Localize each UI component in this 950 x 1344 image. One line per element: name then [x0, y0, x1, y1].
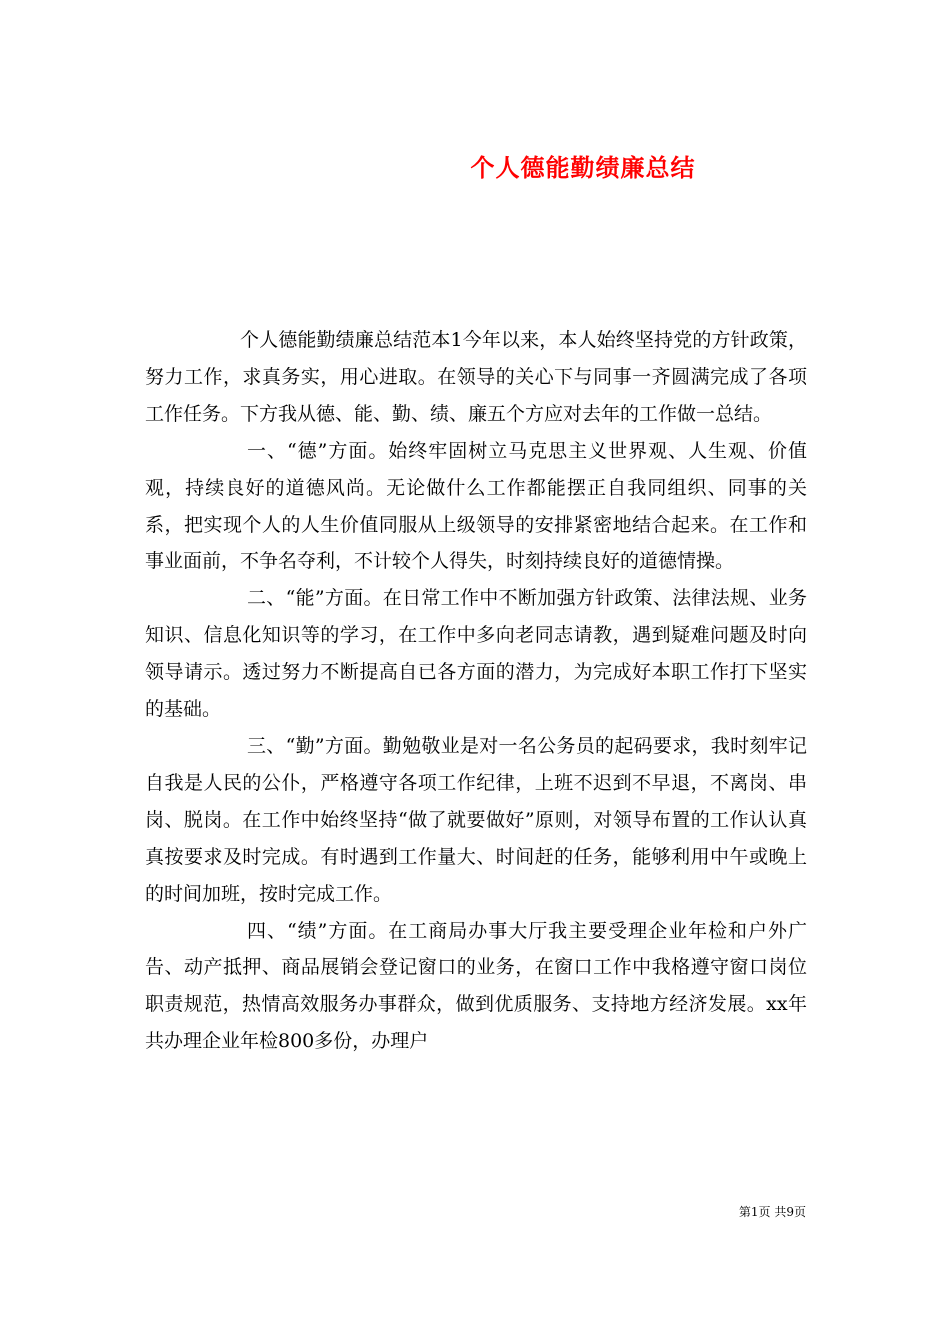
paragraph-ability: 二、“能”方面。在日常工作中不断加强方针政策、法律法规、业务知识、信息化知识等的学习，在工作中多向老同志请教，遇到疑难问题及时向领导请示。透过努力不断提高自已各方面的潜力，为完成好本职工作打下坚实的基础。 — [145, 587, 807, 721]
page-number: 第1页 共9页 — [738, 1205, 806, 1219]
paragraph-performance: 四、“绩”方面。在工商局办事大厅我主要受理企业年检和户外广告、动产抵押、商品展销会登记窗口的业务，在窗口工作中我格遵守窗口岗位职责规范，热情高效服务办事群众，做到优质服务、支持地方经济发展。xx年共办理企业年检800多份，办理户 — [145, 919, 807, 1053]
paragraph-virtue: 一、“德”方面。始终牢固树立马克思主义世界观、人生观、价值观，持续良好的道德风尚。无论做什么工作都能摆正自我同组织、同事的关系，把实现个人的人生价值同服从上级领导的安排紧密地结合起来。在工作和事业面前，不争名夺利，不计较个人得失，时刻持续良好的道德情操。 — [145, 439, 807, 573]
paragraph-intro: 个人德能勤绩廉总结范本1今年以来，本人始终坚持党的方针政策，努力工作，求真务实，用心进取。在领导的关心下与同事一齐圆满完成了各项工作任务。下方我从德、能、勤、绩、廉五个方应对去年的工作做一总结。 — [145, 329, 807, 425]
paragraph-diligence: 三、“勤”方面。勤勉敬业是对一名公务员的起码要求，我时刻牢记自我是人民的公仆，严格遵守各项工作纪律，上班不迟到不早退，不离岗、串岗、脱岗。在工作中始终坚持“做了就要做好”原则，对领导布置的工作认认真真按要求及时完成。有时遇到工作量大、时间赶的任务，能够利用中午或晚上的时间加班，按时完成工作。 — [145, 734, 807, 905]
document-body — [145, 322, 807, 1060]
document-title: 个人德能勤绩廉总结 — [470, 153, 696, 183]
